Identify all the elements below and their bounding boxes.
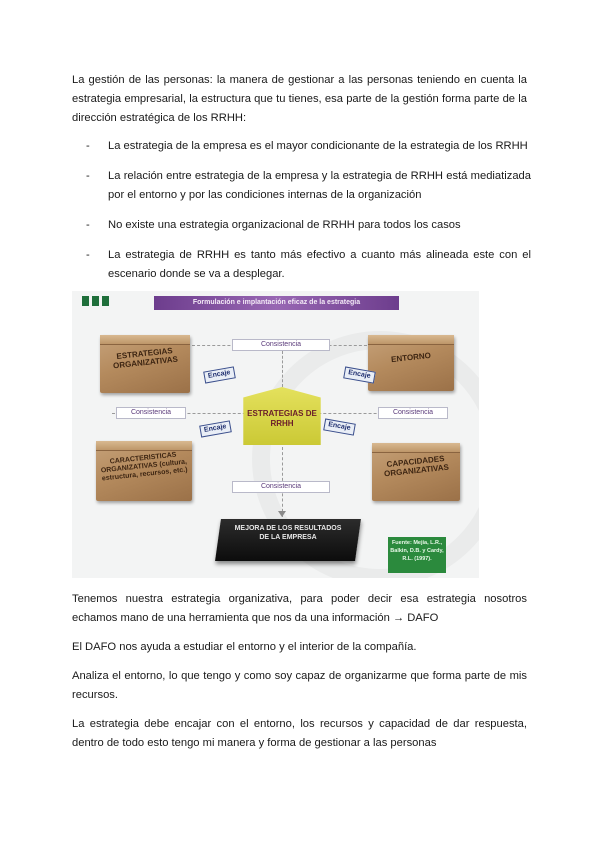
connector-line — [282, 351, 283, 387]
box-label: CAPACIDADES ORGANIZATIVAS — [383, 454, 450, 479]
encaje-label: Encaje — [203, 366, 235, 383]
source-note: Fuente: Mejía, L.R., Balkin, D.B. y Cardy, R.L. (1997). — [388, 537, 446, 573]
consistencia-label-top: Consistencia — [232, 339, 330, 351]
bullet-item: - La relación entre estrategia de la empresa y la estrategia de RRHH está mediatizada por el entorno y por las condiciones internas de la organización — [86, 170, 531, 201]
intro-paragraph: La gestión de las personas: la manera de gestionar a las personas teniendo en cuenta la estrategia empresarial, la estructura que tu tienes, esa parte de la gestión forma parte de la dirección estratégica de los RRHH: — [72, 74, 527, 124]
box-entorno — [368, 335, 454, 391]
arrow-down-icon — [278, 511, 286, 517]
bullet-list — [86, 137, 531, 295]
encaje-label: Encaje — [343, 366, 375, 383]
consistencia-label-right: Consistencia — [378, 407, 448, 419]
bullet-text: La estrategia de RRHH es tanto más efectivo a cuanto más alineada este con el escenario donde se va a desplegar. — [108, 249, 531, 280]
center-label: ESTRATEGIAS DE RRHH — [247, 409, 317, 428]
paragraph-estrategia: La estrategia debe encajar con el entorno, los recursos y capacidad de dar respuesta, dentro de todo esto tengo mi manera y forma de gestionar a las personas — [72, 718, 527, 749]
bullet-item: - La estrategia de la empresa es el mayor condicionante de la estrategia de los RRHH — [86, 140, 528, 152]
university-logo-icon — [80, 294, 114, 316]
box-label: CARACTERISTICAS ORGANIZATIVAS (cultura, estructura, recursos, etc.) — [100, 451, 188, 483]
results-label: MEJORA DE LOS RESULTADOS DE LA EMPRESA — [234, 525, 342, 541]
strategy-diagram — [72, 291, 479, 578]
encaje-label: Encaje — [323, 418, 355, 435]
box-label: ESTRATEGIAS ORGANIZATIVAS — [112, 346, 179, 371]
encaje-label: Encaje — [199, 420, 231, 437]
box-label: ENTORNO — [390, 350, 432, 365]
bullet-item: - La estrategia de RRHH es tanto más efectivo a cuanto más alineada este con el escenario donde se va a desplegar. — [86, 249, 531, 280]
paragraph-analiza: Analiza el entorno, lo que tengo y como soy capaz de organizarme que forma parte de mis recursos. — [72, 670, 527, 701]
paragraph-dafo-ayuda: El DAFO nos ayuda a estudiar el entorno y el interior de la compañía. — [72, 641, 417, 653]
box-estrategias-organizativas — [100, 335, 190, 393]
consistencia-label-bottom: Consistencia — [232, 481, 330, 493]
bullet-text: La estrategia de la empresa es el mayor condicionante de la estrategia de los RRHH — [108, 140, 528, 152]
paragraph-dafo: Tenemos nuestra estrategia organizativa, para poder decir esa estrategia nosotros echamos mano de una herramienta que nos da una información → DAFO — [72, 593, 527, 624]
bullet-text: La relación entre estrategia de la empresa y la estrategia de RRHH está mediatizada por el entorno y por las condiciones internas de la organización — [108, 170, 531, 201]
consistencia-label-left: Consistencia — [116, 407, 186, 419]
box-capacidades-organizativas — [372, 443, 460, 501]
bullet-text: No existe una estrategia organizacional de RRHH para todos los casos — [108, 219, 461, 231]
bullet-item: - No existe una estrategia organizacional de RRHH para todos los casos — [86, 219, 461, 231]
diagram-title: Formulación e implantación eficaz de la estrategia — [154, 296, 399, 310]
box-caracteristicas-organizativas — [96, 441, 192, 501]
